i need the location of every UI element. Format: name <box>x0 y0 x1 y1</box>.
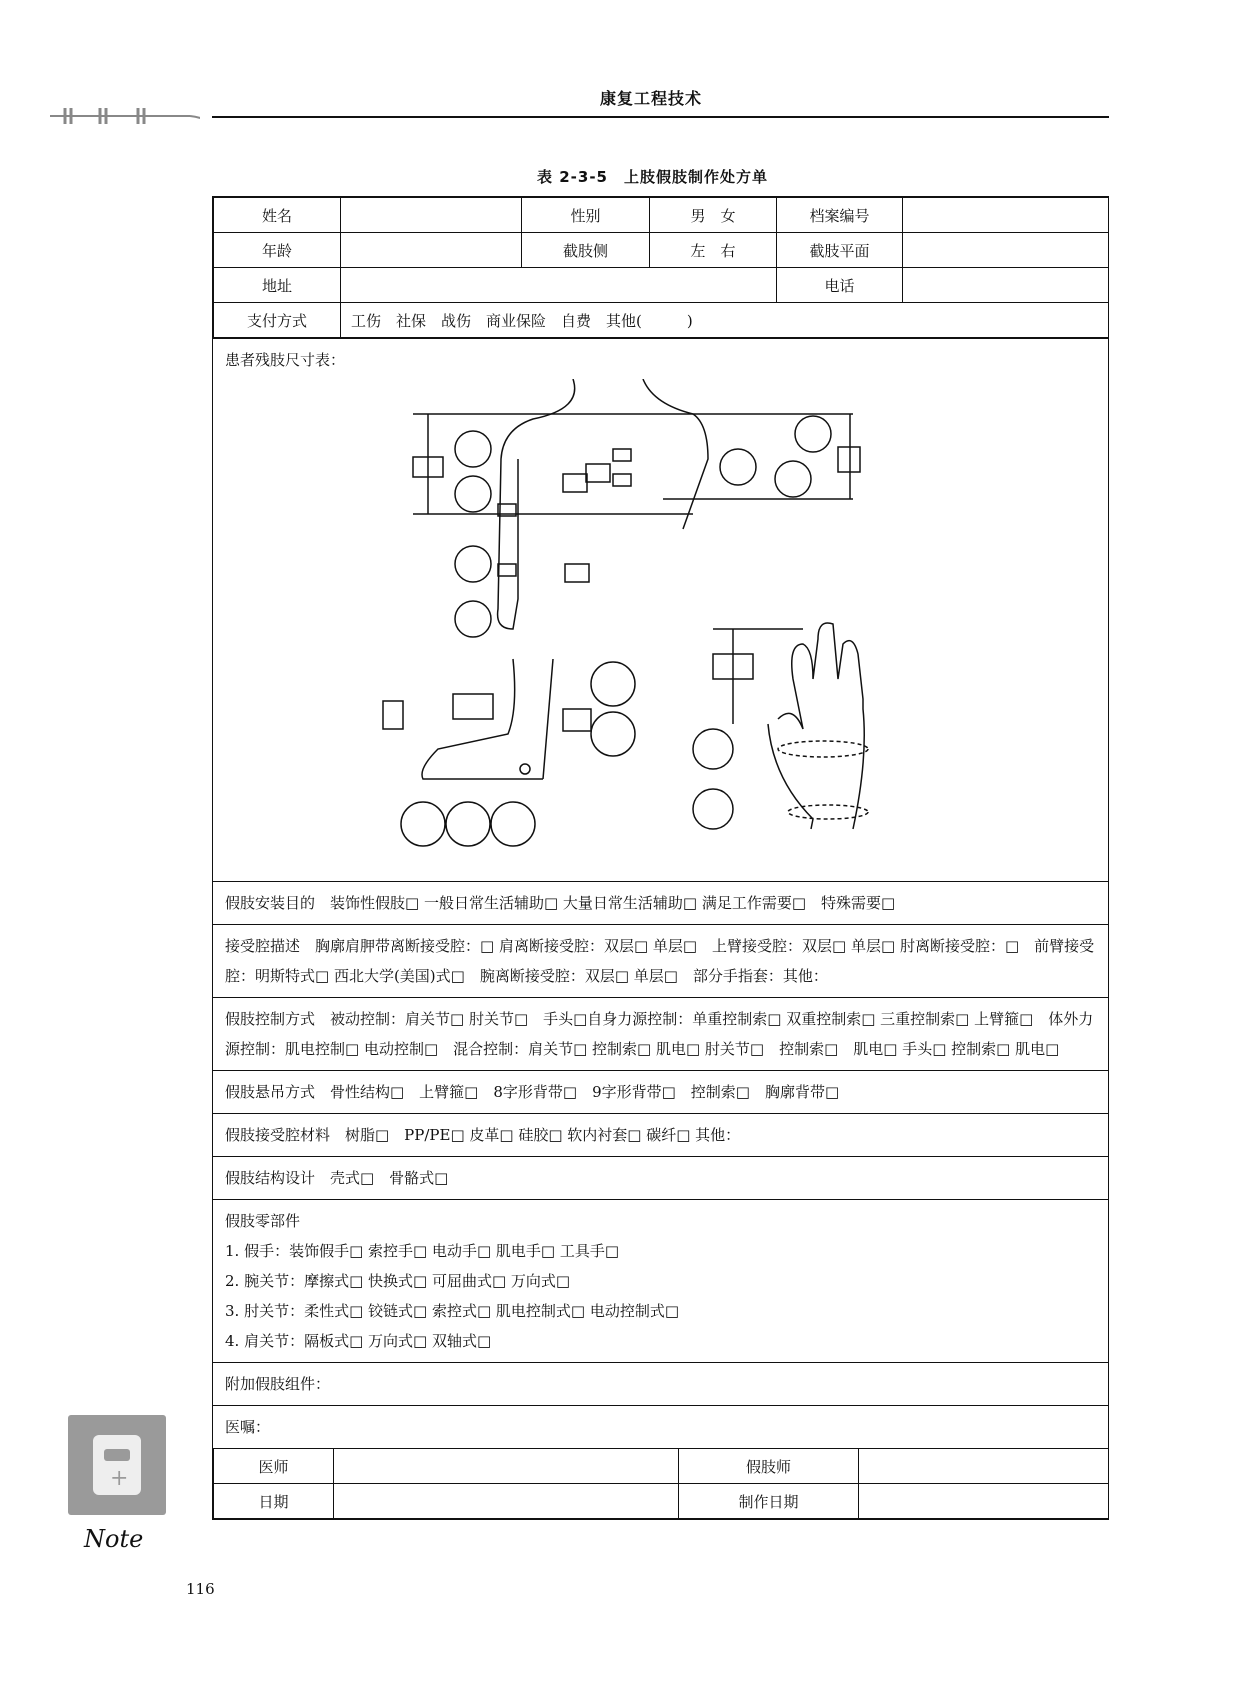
payment-label: 支付方式 <box>214 303 341 338</box>
production-date-field[interactable] <box>859 1484 1109 1519</box>
parts-hand[interactable]: 1. 假手：装饰假手□ 索控手□ 电动手□ 肌电手□ 工具手□ <box>225 1242 620 1260</box>
material-section[interactable]: 假肢接受腔材料 树脂□ PP/PE□ 皮革□ 硅胶□ 软内衬套□ 碳纤□ 其他： <box>213 1113 1108 1156</box>
date-field[interactable] <box>334 1484 679 1519</box>
parts-elbow[interactable]: 3. 肘关节：柔性式□ 铰链式□ 索控式□ 肌电控制式□ 电动控制式□ <box>225 1302 680 1320</box>
file-number-field[interactable] <box>903 198 1109 233</box>
payment-options[interactable]: 工伤 社保 战伤 商业保险 自费 其他( ) <box>341 303 1109 338</box>
measurement-section <box>213 338 1108 881</box>
measurement-title: 患者残肢尺寸表： <box>225 351 346 369</box>
parts-section <box>213 1199 1108 1362</box>
page-number: 116 <box>186 1580 215 1598</box>
amputation-level-field[interactable] <box>903 233 1109 268</box>
control-section[interactable]: 假肢控制方式 被动控制：肩关节□ 肘关节□ 手头□自身力源控制：单重控制索□ 双重控制索□ 三重控制索□ 上臂箍□ 体外力源控制：肌电控制□ 电动控制□ 混合控制：肩关节□ 控制索□ 肌电□ 肘关节□ 控制索□ 肌电□ 手头□ 控制索□ 肌电□ <box>213 997 1108 1070</box>
prosthetist-label: 假肢师 <box>679 1449 859 1484</box>
side-options[interactable]: 左 右 <box>650 233 777 268</box>
name-field[interactable] <box>341 198 522 233</box>
name-label: 姓名 <box>214 198 341 233</box>
gender-label: 性别 <box>522 198 650 233</box>
patient-info-table <box>213 197 1109 338</box>
amputation-level-label: 截肢平面 <box>777 233 903 268</box>
orders-section[interactable]: 医嘱： <box>213 1405 1108 1448</box>
structure-section[interactable]: 假肢结构设计 壳式□ 骨骼式□ <box>213 1156 1108 1199</box>
suspension-section[interactable]: 假肢悬吊方式 骨性结构□ 上臂箍□ 8字形背带□ 9字形背带□ 控制索□ 胸廓背带□ <box>213 1070 1108 1113</box>
parts-shoulder[interactable]: 4. 肩关节：隔板式□ 万向式□ 双轴式□ <box>225 1332 492 1350</box>
svg-text:+: + <box>110 1466 129 1491</box>
age-field[interactable] <box>341 233 522 268</box>
note-label: Note <box>84 1525 144 1553</box>
purpose-section[interactable]: 假肢安装目的 装饰性假肢□ 一般日常生活辅助□ 大量日常生活辅助□ 满足工作需要□ 特殊需要□ <box>213 881 1108 924</box>
gender-options[interactable]: 男 女 <box>650 198 777 233</box>
table-caption: 表 2-3-5 上肢假肢制作处方单 <box>537 168 768 186</box>
doctor-label: 医师 <box>214 1449 334 1484</box>
prosthetist-field[interactable] <box>859 1449 1109 1484</box>
phone-field[interactable] <box>903 268 1109 303</box>
additional-section[interactable]: 附加假肢组件： <box>213 1362 1108 1405</box>
age-label: 年龄 <box>214 233 341 268</box>
limb-diagram <box>213 379 1093 869</box>
parts-wrist[interactable]: 2. 腕关节：摩擦式□ 快换式□ 可屈曲式□ 万向式□ <box>225 1272 571 1290</box>
address-label: 地址 <box>214 268 341 303</box>
file-number-label: 档案编号 <box>777 198 903 233</box>
address-field[interactable] <box>341 268 777 303</box>
phone-label: 电话 <box>777 268 903 303</box>
note-icon <box>68 1415 166 1515</box>
production-date-label: 制作日期 <box>679 1484 859 1519</box>
margin-decoration <box>50 100 200 1560</box>
amputation-side-label: 截肢侧 <box>522 233 650 268</box>
doctor-field[interactable] <box>334 1449 679 1484</box>
parts-title: 假肢零部件 <box>225 1212 301 1230</box>
header-rule <box>212 116 1109 118</box>
running-header: 康复工程技术 <box>600 89 703 108</box>
signature-table <box>213 1448 1109 1519</box>
prescription-form <box>212 196 1109 1520</box>
socket-section[interactable]: 接受腔描述 胸廓肩胛带离断接受腔：□ 肩离断接受腔：双层□ 单层□ 上臂接受腔：双层□ 单层□ 肘离断接受腔：□ 前臂接受腔：明斯特式□ 西北大学(美国)式□ 腕离断接受腔：双层□ 单层□ 部分手指套：其他： <box>213 924 1108 997</box>
date-label: 日期 <box>214 1484 334 1519</box>
